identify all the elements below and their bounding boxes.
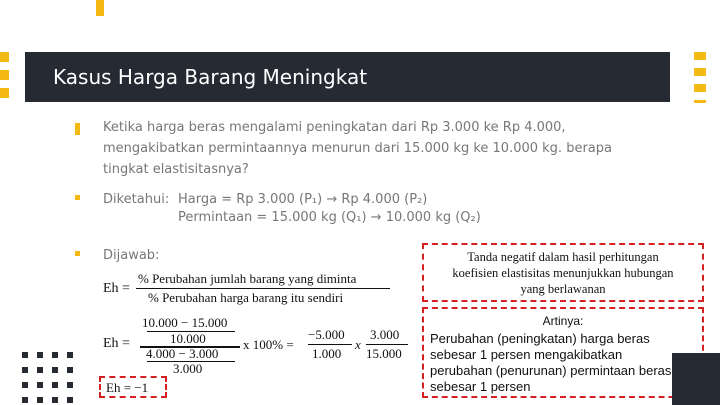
dark-corner-block: [672, 353, 720, 405]
note2-line-3: perubahan (penurunan) permintaan beras: [430, 363, 672, 378]
note2-line-1: Perubahan (peningkatan) harga beras: [430, 331, 650, 346]
formula-numerator: % Perubahan jumlah barang yang diminta: [138, 271, 357, 286]
note-meaning: [422, 307, 704, 398]
question-line-3: tingkat elastisitasnya?: [103, 162, 249, 177]
question-line-1: Ketika harga beras mengalami peningkatan dari Rp 3.000 ke Rp 4.000,: [103, 120, 566, 135]
title-bar: [25, 52, 670, 102]
bullet-answer: [75, 251, 80, 256]
formula-fraction-line: [136, 288, 390, 289]
result-text: Eh = −1: [106, 380, 149, 395]
calc-den-top: 10.000: [170, 331, 206, 346]
calc2-num-1: −5.000: [308, 327, 345, 342]
note2-line-2: sebesar 1 persen mengakibatkan: [430, 347, 623, 362]
deco-bar-left-2: [0, 70, 9, 80]
calc2-num-2: 3.000: [370, 327, 400, 342]
question-line-2: mengakibatkan permintaannya menurun dari 15.000 kg ke 10.000 kg. berapa: [103, 141, 612, 156]
deco-bar-right-1: [694, 52, 706, 60]
eh-label-2: Eh =: [103, 336, 130, 351]
times-100: x 100% =: [243, 337, 294, 352]
known-price: Harga = Rp 3.000 (P₁) → Rp 4.000 (P₂): [178, 192, 428, 207]
deco-bar-left-1: [0, 52, 9, 62]
bullet-known: [75, 195, 80, 200]
note2-line-4: sebesar 1 persen: [430, 379, 531, 394]
calc2-den-1: 1.000: [312, 346, 342, 361]
bullet-question: [75, 123, 80, 135]
deco-bar-right-3: [694, 84, 706, 92]
calc2-line-2: [366, 344, 408, 345]
note1-line-1: Tanda negatif dalam hasil perhitungan: [467, 250, 659, 264]
known-label: Diketahui:: [103, 192, 170, 207]
answer-label: Dijawab:: [103, 248, 160, 263]
dot-grid-decoration: [22, 352, 82, 405]
calc-den-bottom: 3.000: [173, 361, 203, 376]
calc-num-bottom: 4.000 − 3.000: [146, 346, 219, 361]
eh-label-1: Eh =: [103, 281, 130, 296]
deco-bar-right-4: [694, 100, 706, 103]
calc2-den-2: 15.000: [366, 346, 402, 361]
deco-bar-left-3: [0, 88, 9, 98]
formula-denominator: % Perubahan harga barang itu sendiri: [148, 290, 344, 305]
calc2-times: x: [355, 337, 361, 352]
note1-line-2: koefisien elastisitas menunjukkan hubungan: [452, 266, 674, 280]
calc2-line-1: [308, 344, 352, 345]
note1-line-3: yang berlawanan: [520, 282, 606, 296]
deco-bar-top: [96, 0, 104, 16]
known-demand: Permintaan = 15.000 kg (Q₁) → 10.000 kg (Q₂): [178, 210, 481, 225]
note2-title: Artinya:: [542, 314, 584, 328]
page-title: Kasus Harga Barang Meningkat: [53, 65, 368, 89]
note-negative-sign: [422, 243, 704, 302]
calc-num-top: 10.000 − 15.000: [142, 315, 228, 330]
result-box: [99, 376, 167, 398]
deco-bar-right-2: [694, 68, 706, 76]
